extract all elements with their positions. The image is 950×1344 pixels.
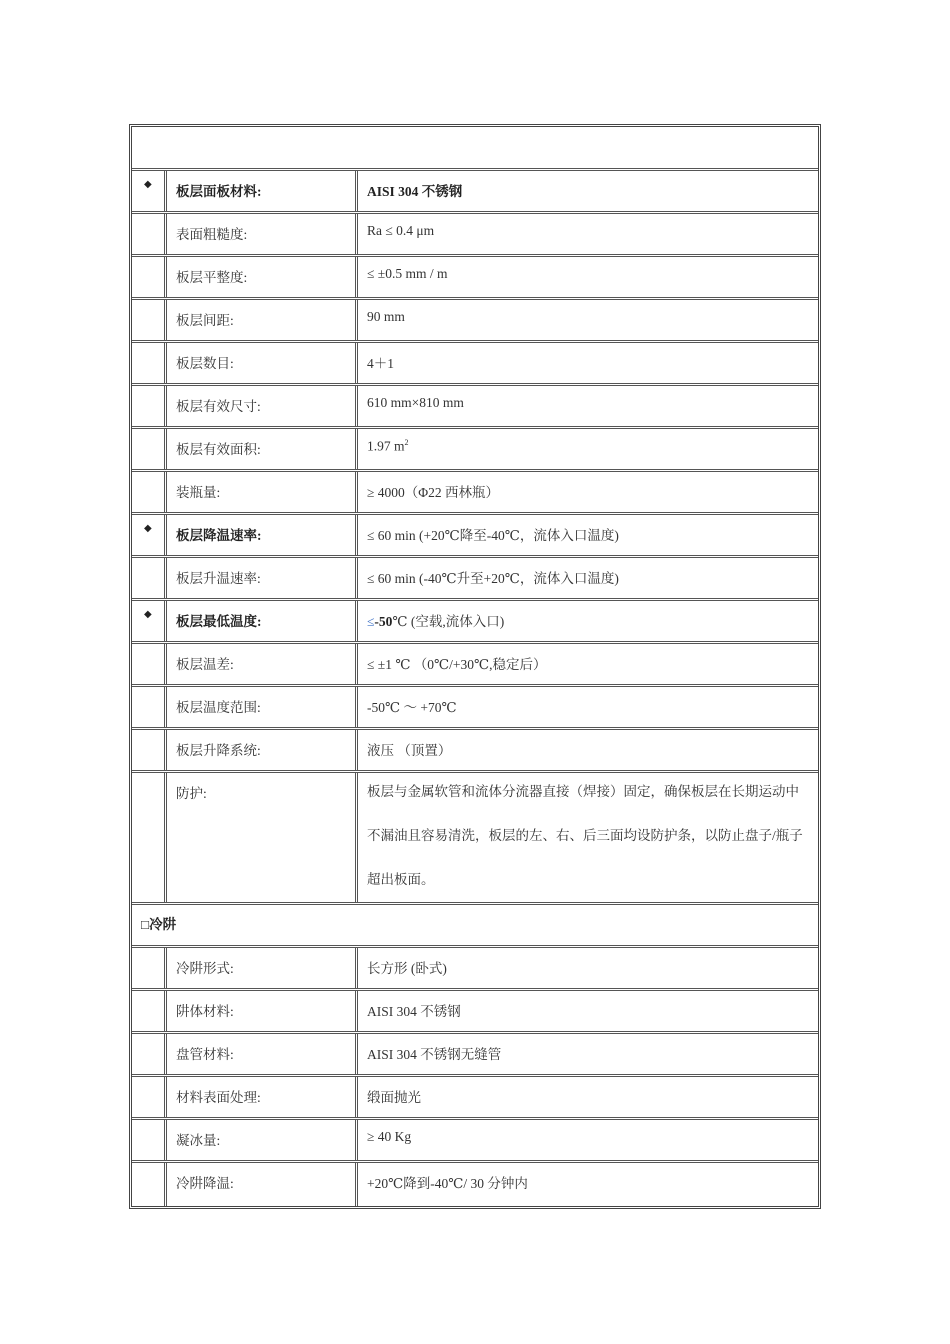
table-row: [132, 687, 818, 730]
row-value: -50℃ ～ +70℃: [367, 700, 457, 715]
table-row: [132, 1034, 818, 1077]
table-row: [132, 343, 818, 386]
row-label: 板层数目:: [167, 343, 358, 383]
row-label: 板层有效面积:: [167, 429, 358, 469]
row-label: 盘管材料:: [167, 1034, 358, 1074]
table-row: [132, 1077, 818, 1120]
row-label: 材料表面处理:: [167, 1077, 358, 1117]
row-value: ≤ 60 min (+20℃降至-40℃，流体入口温度): [367, 528, 619, 543]
row-value: 4＋1: [367, 356, 394, 371]
row-value: +20℃降到-40℃/ 30 分钟内: [367, 1176, 528, 1191]
row-value: Ra ≤ 0.4 μm: [367, 223, 435, 238]
row-value: 90 mm: [367, 309, 405, 324]
row-label: 板层最低温度:: [167, 601, 358, 641]
diamond-bullet-icon: ◆: [144, 523, 152, 534]
row-value: 缎面抛光: [367, 1090, 421, 1105]
table-row: [132, 558, 818, 601]
row-value: ≤-50℃ (空载,流体入口): [367, 614, 505, 629]
spec-table: [129, 124, 821, 1209]
table-row: [132, 1163, 818, 1206]
row-label: 阱体材料:: [167, 991, 358, 1031]
row-label: 板层平整度:: [167, 257, 358, 297]
row-value: ≤ ±1 ℃ （0℃/+30℃,稳定后）: [367, 657, 547, 672]
row-value: 长方形 (卧式): [367, 961, 447, 976]
row-value: ≤ ±0.5 mm / m: [367, 266, 448, 281]
row-value: AISI 304 不锈钢: [367, 184, 463, 199]
row-label: 板层温度范围:: [167, 687, 358, 727]
row-label: 板层温差:: [167, 644, 358, 684]
row-label: 凝冰量:: [167, 1120, 358, 1160]
section-title: □冷阱: [141, 917, 177, 932]
row-value: ≥ 40 Kg: [367, 1129, 412, 1144]
table-row: [132, 300, 818, 343]
row-value: AISI 304 不锈钢: [367, 1004, 461, 1019]
row-label: 板层面板材料:: [167, 171, 358, 211]
table-row: [132, 429, 818, 472]
table-row: [132, 773, 818, 905]
table-row: [132, 1120, 818, 1163]
section-row-condenser: [132, 905, 818, 948]
row-value: AISI 304 不锈钢无缝管: [367, 1047, 502, 1062]
table-row: [132, 472, 818, 515]
row-label: 冷阱降温:: [167, 1163, 358, 1206]
table-header: [132, 127, 818, 168]
row-value: 液压 （顶置）: [367, 743, 452, 758]
row-label: 板层升温速率:: [167, 558, 358, 598]
row-label: 板层降温速率:: [167, 515, 358, 555]
table-row: [132, 948, 818, 991]
row-value: 610 mm×810 mm: [367, 395, 464, 410]
row-label: 表面粗糙度:: [167, 214, 358, 254]
table-row: [132, 991, 818, 1034]
row-label: 防护:: [167, 773, 358, 902]
row-value: ≥ 4000（Φ22 西林瓶）: [367, 485, 500, 500]
row-label: 板层升降系统:: [167, 730, 358, 770]
row-label: 装瓶量:: [167, 472, 358, 512]
table-row: [132, 257, 818, 300]
row-label: 板层间距:: [167, 300, 358, 340]
table-row: [132, 601, 818, 644]
row-label: 冷阱形式:: [167, 948, 358, 988]
diamond-bullet-icon: ◆: [144, 179, 152, 190]
row-value: 板层与金属软管和流体分流器直接（焊接）固定，确保板层在长期运动中不漏油且容易清洗，板层的左、右、后三面均设防护条，以防止盘子/瓶子超出板面。: [367, 784, 803, 887]
row-value: ≤ 60 min (-40℃升至+20℃，流体入口温度): [367, 571, 619, 586]
diamond-bullet-icon: ◆: [144, 609, 152, 620]
table-row: [132, 644, 818, 687]
row-label: 板层有效尺寸:: [167, 386, 358, 426]
table-row: [132, 214, 818, 257]
row-value: 1.97 $m^2$: [367, 438, 409, 454]
table-row: [132, 171, 818, 214]
table-header-row: [132, 127, 818, 171]
table-row: [132, 386, 818, 429]
table-row: [132, 515, 818, 558]
table-row: [132, 730, 818, 773]
